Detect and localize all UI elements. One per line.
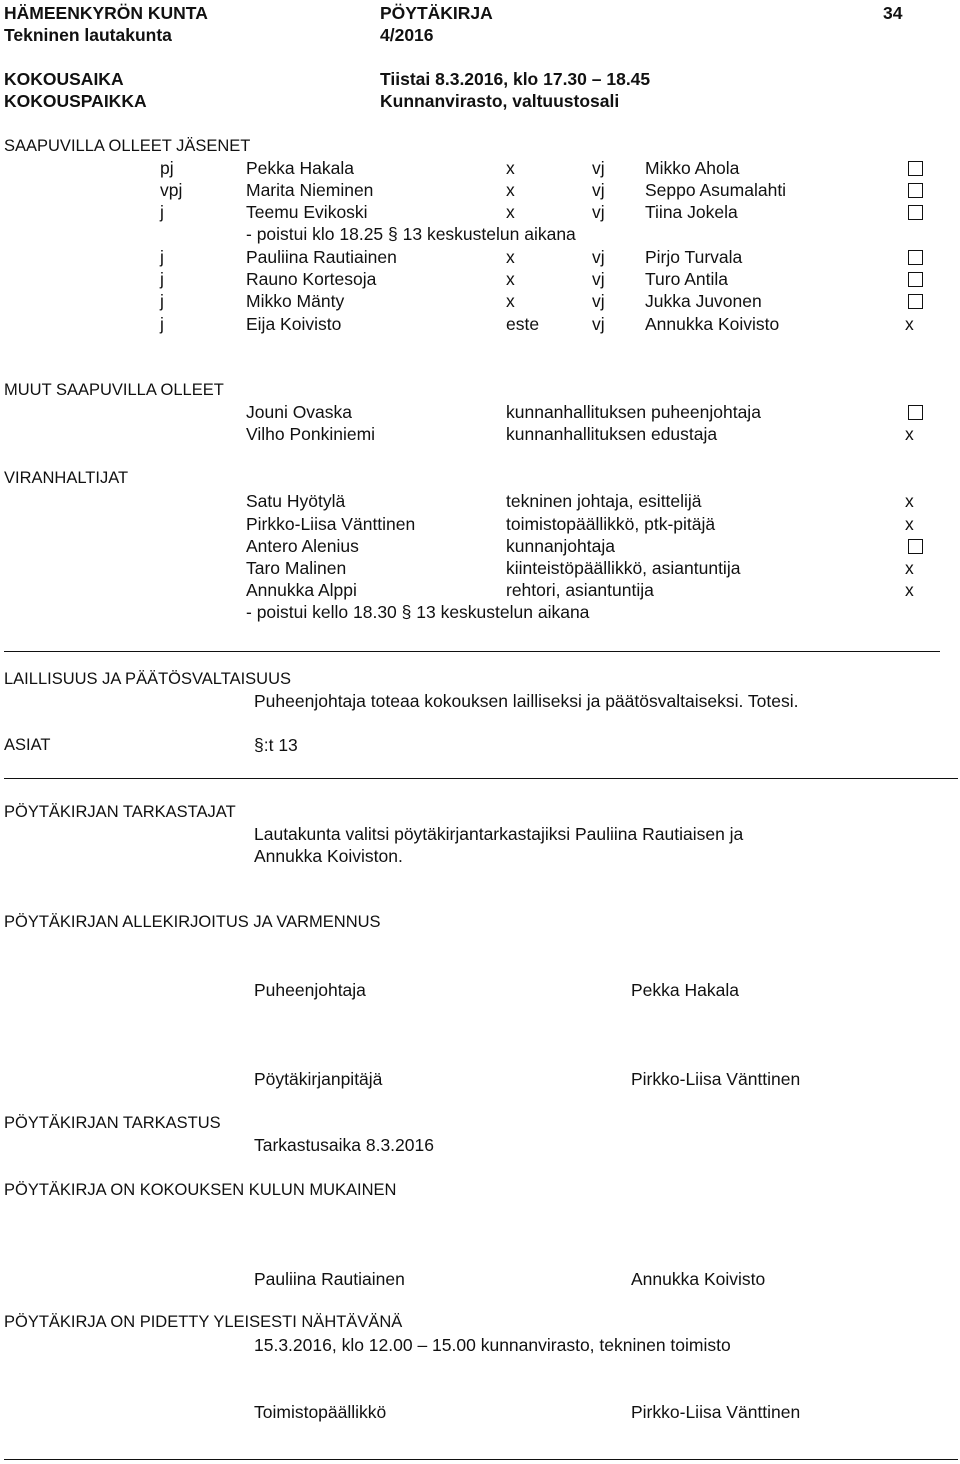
section-divider [4,778,958,779]
official-name: Satu Hyötylä [246,491,346,511]
deputy-role: vj [592,158,605,178]
official-role: kunnanjohtaja [506,536,615,556]
municipality-name: HÄMEENKYRÖN KUNTA [4,3,208,23]
document-number: 4/2016 [380,25,434,45]
conformity-signer-1: Pauliina Rautiainen [254,1269,405,1289]
meeting-place-value: Kunnanvirasto, valtuustosali [380,91,620,111]
checkers-heading: PÖYTÄKIRJAN TARKASTAJAT [4,803,236,821]
officials-heading: VIRANHALTIJAT [4,469,129,487]
member-role: j [160,202,164,222]
other-name: Jouni Ovaska [246,402,353,422]
member-presence: x [506,202,515,222]
meeting-place-label: KOKOUSPAIKKA [4,91,147,111]
member-presence: x [506,291,515,311]
member-name: Pauliina Rautiainen [246,247,397,267]
official-name: Annukka Alppi [246,580,357,600]
legality-text: Puheenjohtaja toteaa kokouksen lailliseksi ja päätösvaltaiseksi. Totesi. [254,691,799,711]
member-name: Marita Nieminen [246,180,374,200]
member-presence: este [506,314,540,334]
page-number: 34 [883,3,903,23]
deputy-presence-checkbox [908,183,923,198]
other-name: Vilho Ponkiniemi [246,424,376,444]
official-name: Pirkko-Liisa Vänttinen [246,514,416,534]
official-presence-checkbox [908,539,923,554]
chair-name: Pekka Hakala [631,980,739,1000]
member-presence: x [506,247,515,267]
member-role: j [160,314,164,334]
public-signer-title: Toimistopäällikkö [254,1402,387,1422]
official-role: kiinteistöpäällikkö, asiantuntija [506,558,741,578]
deputy-role: vj [592,247,605,267]
official-name: Antero Alenius [246,536,359,556]
secretary-label: Pöytäkirjanpitäjä [254,1069,383,1089]
other-role: kunnanhallituksen edustaja [506,424,718,444]
meeting-time-value: Tiistai 8.3.2016, klo 17.30 – 18.45 [380,69,651,89]
deputy-role: vj [592,180,605,200]
members-heading: SAAPUVILLA OLLEET JÄSENET [4,137,251,155]
checkers-text-line1: Lautakunta valitsi pöytäkirjantarkastajiksi Pauliina Rautiaisen ja [254,824,744,844]
public-signer-name: Pirkko-Liisa Vänttinen [631,1402,801,1422]
other-role: kunnanhallituksen puheenjohtaja [506,402,761,422]
member-name: Mikko Mänty [246,291,345,311]
member-role: pj [160,158,174,178]
deputy-role: vj [592,202,605,222]
official-presence-mark: x [905,558,914,578]
page-bottom-divider [4,1459,958,1460]
document-type: PÖYTÄKIRJA [380,3,493,23]
deputy-name: Mikko Ahola [645,158,740,178]
official-presence-mark: x [905,514,914,534]
conformity-signer-2: Annukka Koivisto [631,1269,766,1289]
deputy-name: Turo Antila [645,269,729,289]
deputy-role: vj [592,314,605,334]
deputy-role: vj [592,291,605,311]
deputy-presence-mark: x [905,314,914,334]
review-text: Tarkastusaika 8.3.2016 [254,1135,434,1155]
checkers-text-line2: Annukka Koiviston. [254,846,403,866]
public-display-heading: PÖYTÄKIRJA ON PIDETTY YLEISESTI NÄHTÄVÄNÄ [4,1313,403,1331]
deputy-name: Jukka Juvonen [645,291,762,311]
items-heading: ASIAT [4,736,51,754]
official-name: Taro Malinen [246,558,347,578]
member-name: Rauno Kortesoja [246,269,377,289]
other-presence-mark: x [905,424,914,444]
signatures-heading: PÖYTÄKIRJAN ALLEKIRJOITUS JA VARMENNUS [4,913,381,931]
official-presence-mark: x [905,491,914,511]
meeting-time-label: KOKOUSAIKA [4,69,124,89]
secretary-name: Pirkko-Liisa Vänttinen [631,1069,801,1089]
chair-label: Puheenjohtaja [254,980,366,1000]
committee-name: Tekninen lautakunta [4,25,172,45]
other-presence-checkbox [908,405,923,420]
member-role: j [160,247,164,267]
deputy-role: vj [592,269,605,289]
official-role: rehtori, asiantuntija [506,580,654,600]
member-presence: x [506,180,515,200]
items-value: §:t 13 [254,735,298,755]
member-role: vpj [160,180,183,200]
member-departure-note: - poistui klo 18.25 § 13 keskustelun aikana [246,224,576,244]
official-presence-mark: x [905,580,914,600]
deputy-name: Seppo Asumalahti [645,180,787,200]
member-presence: x [506,158,515,178]
others-heading: MUUT SAAPUVILLA OLLEET [4,381,224,399]
legality-heading: LAILLISUUS JA PÄÄTÖSVALTAISUUS [4,670,292,688]
official-departure-note: - poistui kello 18.30 § 13 keskustelun aikana [246,602,590,622]
deputy-presence-checkbox [908,272,923,287]
member-presence: x [506,269,515,289]
section-divider [4,651,940,652]
deputy-presence-checkbox [908,294,923,309]
deputy-presence-checkbox [908,205,923,220]
official-role: tekninen johtaja, esittelijä [506,491,702,511]
conformity-heading: PÖYTÄKIRJA ON KOKOUKSEN KULUN MUKAINEN [4,1181,397,1199]
deputy-name: Pirjo Turvala [645,247,743,267]
deputy-name: Annukka Koivisto [645,314,780,334]
deputy-presence-checkbox [908,161,923,176]
member-name: Teemu Evikoski [246,202,368,222]
member-role: j [160,291,164,311]
member-role: j [160,269,164,289]
member-name: Eija Koivisto [246,314,342,334]
public-display-text: 15.3.2016, klo 12.00 – 15.00 kunnanvirasto, tekninen toimisto [254,1335,731,1355]
official-role: toimistopäällikkö, ptk-pitäjä [506,514,716,534]
review-heading: PÖYTÄKIRJAN TARKASTUS [4,1114,221,1132]
deputy-name: Tiina Jokela [645,202,738,222]
deputy-presence-checkbox [908,250,923,265]
member-name: Pekka Hakala [246,158,354,178]
